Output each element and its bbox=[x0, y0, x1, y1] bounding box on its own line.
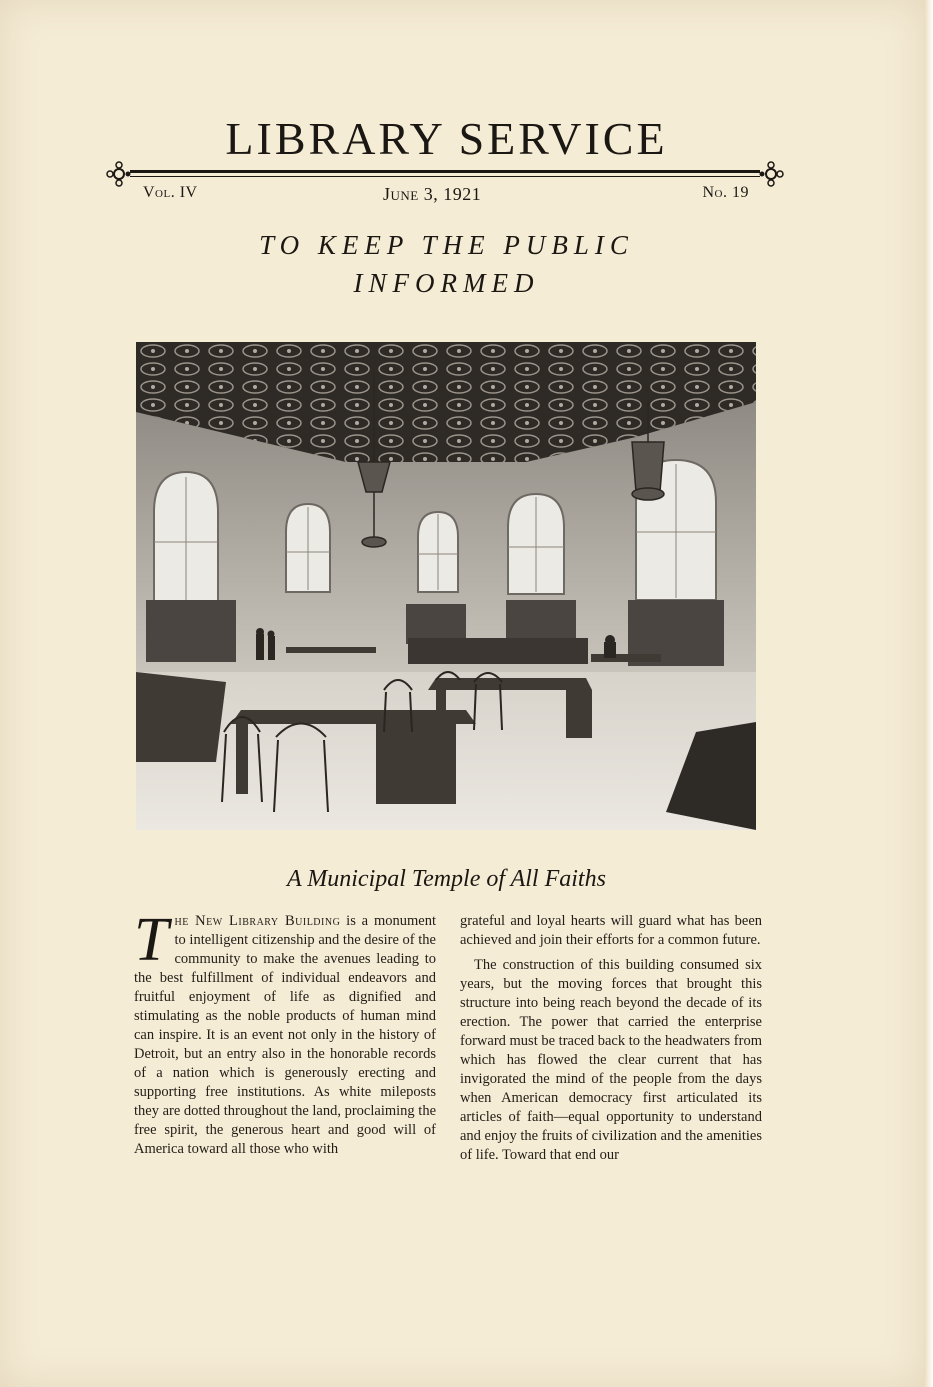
page-edge bbox=[924, 0, 933, 1387]
article-paragraph-1: grateful and loyal hearts will guard what has been achieved and join their efforts for a common future. bbox=[460, 913, 762, 948]
fleuron-right-icon bbox=[757, 160, 785, 188]
fleuron-left-icon bbox=[105, 160, 133, 188]
masthead-title: LIBRARY SERVICE bbox=[225, 113, 668, 164]
volume-label: Vol. IV bbox=[143, 184, 198, 201]
drop-cap: T bbox=[134, 906, 169, 974]
article-lead-in: he New Library Building bbox=[174, 913, 341, 929]
issue-number: No. 19 bbox=[702, 184, 749, 201]
reading-room-photograph-icon bbox=[136, 342, 756, 830]
article-paragraph-2: The construction of this building consumed six years, but the moving forces that brought this structure into being reach beyond the decade of its erection. The power that carried the enterprise forward must be traced back to the headwaters from which has flowed the clear current that has invigorated the mind of the people from the days when American democracy first articulated its articles of faith—equal opportunity to understand and enjoy the fruits of civilization and the amenities of life. Toward that end our bbox=[460, 957, 762, 1163]
photo-caption: A Municipal Temple of All Faiths bbox=[287, 866, 606, 892]
masthead-rule-thick bbox=[130, 170, 760, 173]
article-column-right bbox=[460, 912, 762, 1171]
issue-date: June 3, 1921 bbox=[383, 184, 482, 204]
motto-line-1: TO KEEP THE PUBLIC bbox=[259, 230, 634, 260]
masthead-rule-thin bbox=[130, 176, 760, 177]
article-column-left bbox=[134, 906, 437, 1165]
article-text-left: is a monument to intelligent citizenship and the desire of the community to make the avenues leading to the best fulfillment of individual endeavors and fruitful enjoyment of life as dignified and stimulating as the noble products of human mind can inspire. It is an event not only in the history of Detroit, but an entry also in the honorable records of a nation which is generously erecting and supporting free institutions. As white mileposts they are dotted throughout the land, proclaiming the free spirit, the generous heart and good will of America toward all those who with bbox=[134, 913, 437, 1157]
motto-line-2: INFORMED bbox=[353, 268, 540, 298]
reading-room-photo bbox=[136, 342, 756, 830]
